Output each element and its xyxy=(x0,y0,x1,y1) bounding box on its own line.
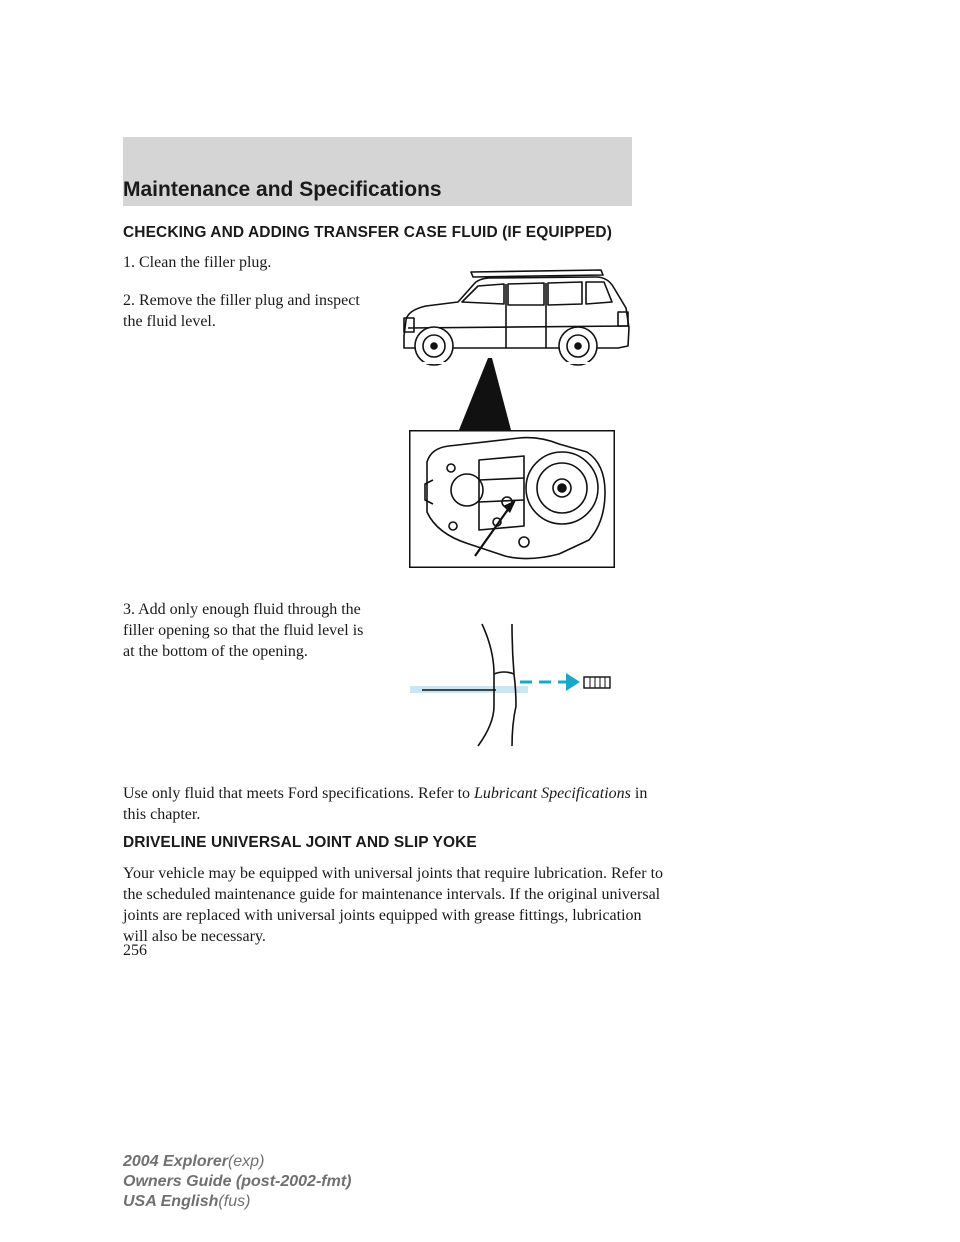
document-footer: 2004 Explorer(exp) Owners Guide (post-2002-fmt) USA English(fus) xyxy=(123,1153,352,1210)
transfer-case-illustration xyxy=(409,430,615,568)
lubricant-specifications-reference: Lubricant Specifications xyxy=(474,785,631,802)
section-heading-transfer-case: CHECKING AND ADDING TRANSFER CASE FLUID (IF EQUIPPED) xyxy=(123,224,612,241)
section-heading-driveline: DRIVELINE UNIVERSAL JOINT AND SLIP YOKE xyxy=(123,834,477,851)
driveline-body: Your vehicle may be equipped with universal joints that require lubrication. Refer to the scheduled maintenance guide for maintenance intervals. If the original universal joints are replaced with universal joints equipped with grease fittings, lubrication will also be necessary. xyxy=(123,865,664,945)
step-1: 1. Clean the filler plug. xyxy=(123,254,272,271)
fluid-spec-note: Use only fluid that meets Ford specifications. Refer to Lubricant Specifications in this chapter. xyxy=(123,785,648,823)
vehicle-illustration xyxy=(396,268,636,378)
fluid-level-illustration xyxy=(408,620,614,748)
pointer-wedge xyxy=(455,358,515,433)
page-number: 256 xyxy=(123,942,147,959)
page-header-title: Maintenance and Specifications xyxy=(123,178,442,201)
step-3: 3. Add only enough fluid through the filler opening so that the fluid level is at the bottom of the opening. xyxy=(123,601,364,660)
step-2: 2. Remove the filler plug and inspect the fluid level. xyxy=(123,292,360,330)
